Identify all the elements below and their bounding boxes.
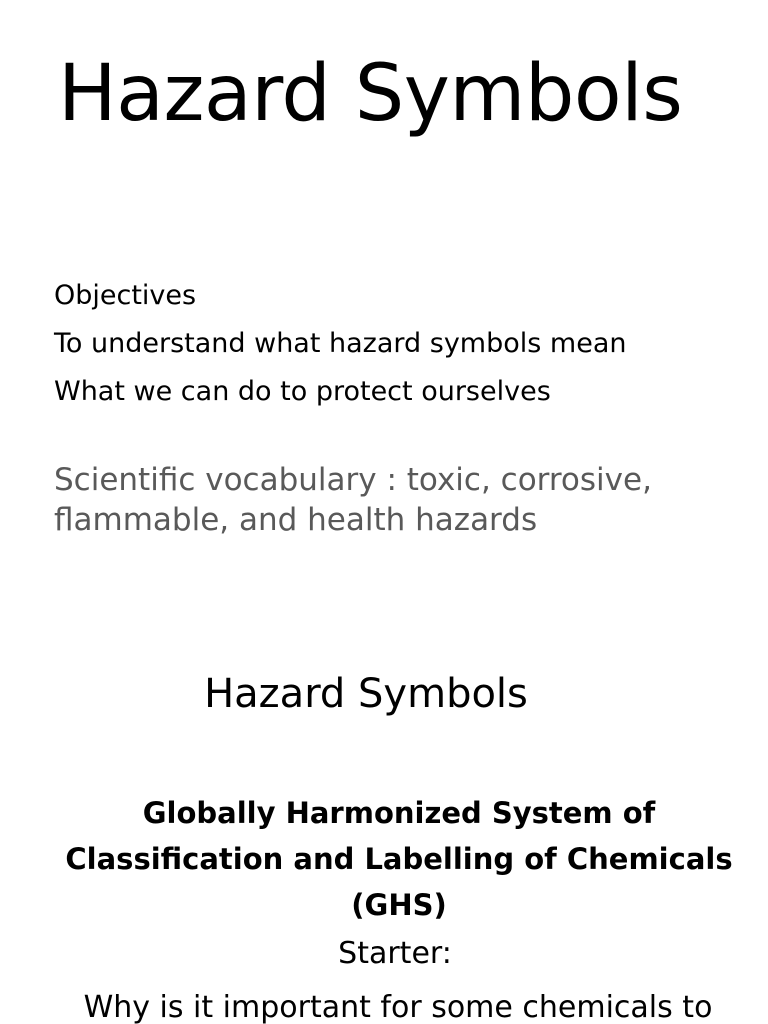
objectives-list — [54, 272, 626, 416]
slide-title: Hazard Symbols — [58, 49, 683, 139]
objectives-heading: Objectives — [54, 280, 197, 311]
ghs-heading: Globally Harmonized System of Classification and Labelling of Chemicals (GHS) — [65, 796, 733, 922]
starter-question: Why is it important for some chemicals to — [83, 990, 713, 1024]
slide-title: Hazard Symbols — [204, 671, 528, 717]
objective-item: What we can do to protect ourselves — [54, 376, 551, 407]
objective-item: To understand what hazard symbols mean — [54, 328, 627, 359]
scientific-vocabulary: Scientific vocabulary : toxic, corrosive, flammable, and health hazards — [54, 462, 652, 538]
starter-label: Starter: — [338, 936, 452, 971]
slide-2 — [0, 600, 768, 1024]
